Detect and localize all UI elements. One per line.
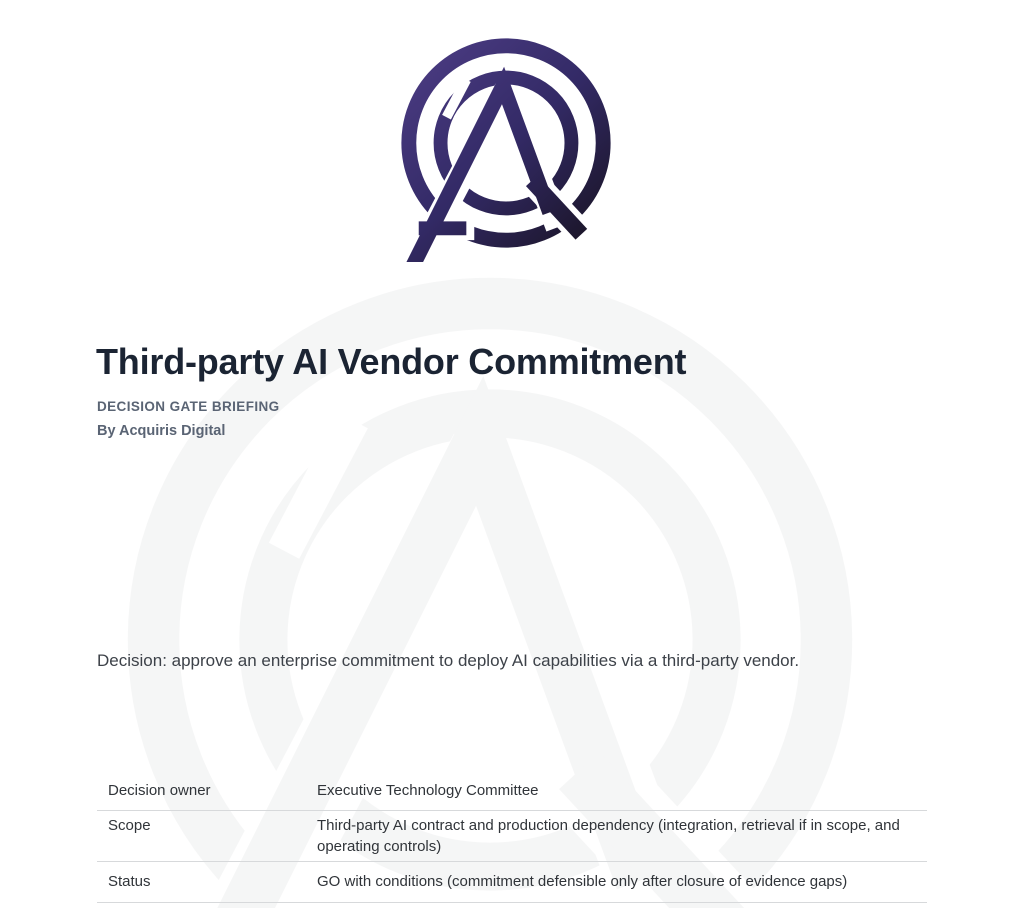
document-subtitle: DECISION GATE BRIEFING — [97, 399, 280, 414]
table-row — [97, 862, 927, 903]
author-byline: By Acquiris Digital — [97, 423, 226, 439]
company-logo — [387, 24, 625, 262]
decision-statement: Decision: approve an enterprise commitment to deploy AI capabilities via a third-party vendor. — [97, 651, 800, 670]
row-label: Scope — [108, 817, 151, 834]
page-title: Third-party AI Vendor Commitment — [96, 341, 687, 382]
row-label: Status — [108, 873, 151, 890]
details-table — [97, 770, 927, 903]
row-value: GO with conditions (commitment defensible only after closure of evidence gaps) — [317, 873, 848, 890]
row-label: Decision owner — [108, 782, 211, 799]
table-row — [97, 811, 927, 862]
table-row — [97, 770, 927, 811]
row-value: Executive Technology Committee — [317, 782, 539, 799]
row-value: Third-party AI contract and production dependency (integration, retrieval if in scope, and operating controls) — [317, 817, 900, 855]
